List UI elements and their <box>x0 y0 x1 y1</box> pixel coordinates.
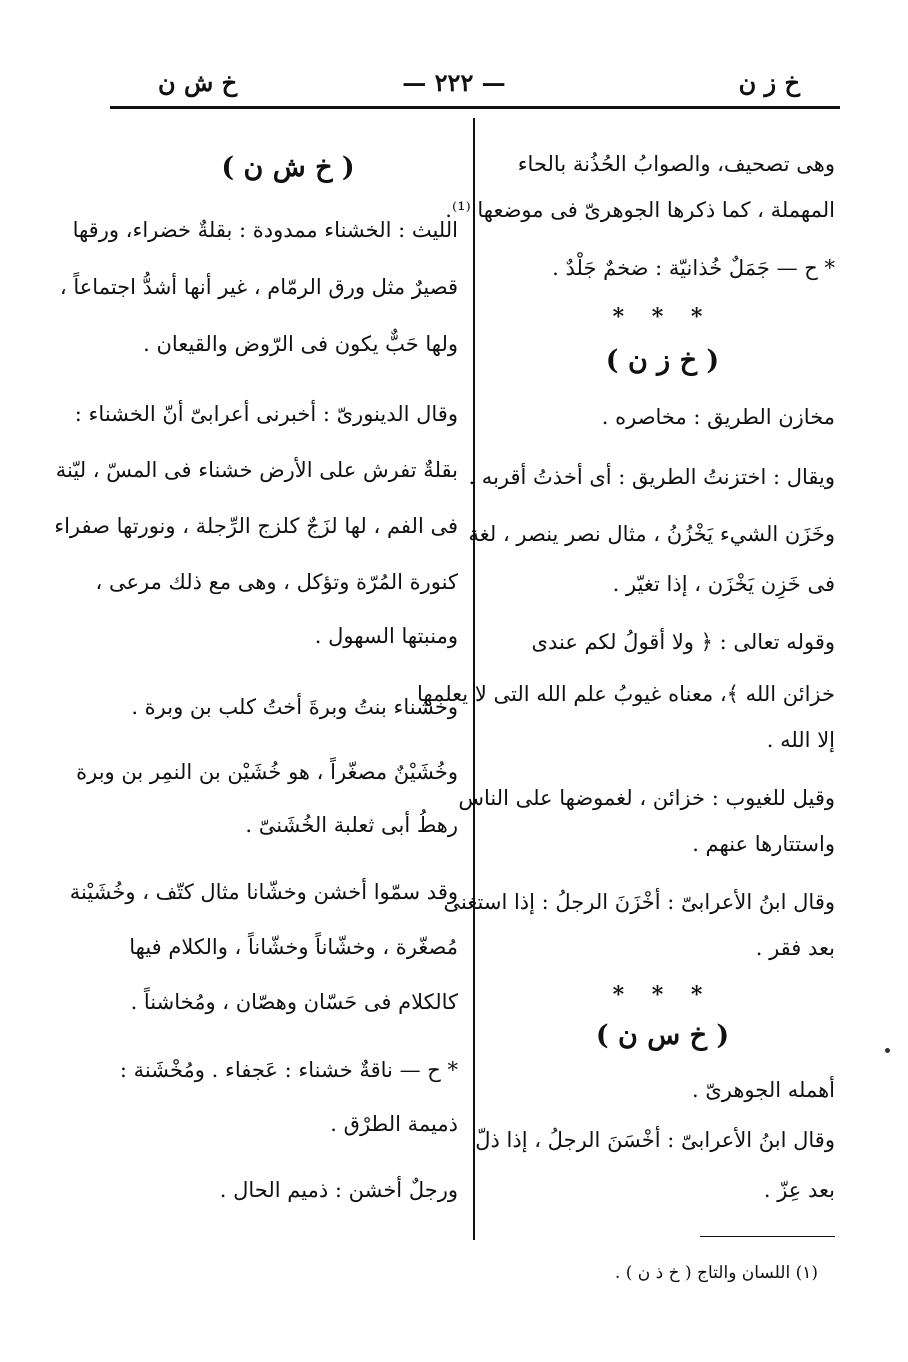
text-line: فى الفم ، لها لزَجٌ كلزج الرِّجلة ، ونورتها صفراء <box>54 514 458 538</box>
footnote: (١) اللسان والتاج ( خ ذ ن ) . <box>614 1263 818 1283</box>
text-line: بعد عِزّ . <box>763 1178 835 1202</box>
text-line: بقلةٌ تفرش على الأرض خشناء فى المسّ ، ليّنة <box>55 458 458 482</box>
text-line: وقال ابنُ الأعرابىّ : أخْزَنَ الرجلُ : إذا استغنى <box>443 890 835 914</box>
text-line: كالكلام فى حَسّان وهصّان ، ومُخاشناً . <box>130 990 458 1014</box>
text-line: ورجلٌ أخشن : ذميم الحال . <box>219 1178 458 1202</box>
text-line: ويقال : اختزنتُ الطريق : أى أخذتُ أقربه . <box>468 465 835 489</box>
text-line: وهى تصحيف، والصوابُ الحُذُنة بالحاء <box>517 152 835 176</box>
text-line: قصيرٌ مثل ورق الرمّام ، غير أنها أشدُّ اجتماعاً ، <box>59 275 458 299</box>
text-line: بعد فقر . <box>755 936 835 960</box>
text-line: الليث : الخشناء ممدودة : بقلةٌ خضراء، ورقها <box>72 218 458 242</box>
entry-title-khsn: ( خ س ن ) <box>595 1020 730 1051</box>
text-line: وقد سمّوا أخشن وخشّانا مثال كتّف ، وخُشَيْنة <box>69 880 458 904</box>
page-number: — ٢٢٢ — <box>402 68 506 97</box>
text-line: ومنبتها السهول . <box>314 624 458 648</box>
text-line: ذميمة الطرْق . <box>330 1112 458 1136</box>
entry-title-khzn: ( خ ز ن ) <box>605 345 720 376</box>
text-line: فى خَزِن يَخْزَن ، إذا تغيّر . <box>612 572 835 596</box>
entry-title-khshn: ( خ ش ن ) <box>221 152 355 183</box>
footnote-rule <box>700 1236 835 1237</box>
text-line: مُصغّرة ، وخشّاناً وخشّاناً ، والكلام فيها <box>129 935 458 959</box>
margin-mark <box>885 1048 890 1053</box>
text-line: وقوله تعالى : ﴿ ولا أقولُ لكم عندى <box>531 630 835 654</box>
section-separator: * * * <box>612 304 713 330</box>
text-line: كنورة المُرّة وتؤكل ، وهى مع ذلك مرعى ، <box>95 570 458 594</box>
header-rule <box>110 106 840 109</box>
text-line: وخَزَن الشيء يَخْزُنُ ، مثال نصر ينصر ، لغة <box>468 522 835 546</box>
text-line: * ح — جَمَلٌ خُذانيّة : ضخمٌ جَلْدٌ . <box>552 256 835 280</box>
text-line: مخازن الطريق : مخاصره . <box>601 405 835 429</box>
text-line: المهملة ، كما ذكرها الجوهرىّ فى موضعها ⁽¹⁾. <box>445 198 835 222</box>
running-head-right: خ ز ن <box>738 68 800 97</box>
text-line: خزائن الله ﴾، معناه غيوبُ علم الله التى لا يعلمها <box>417 682 835 706</box>
text-line: واستتارها عنهم . <box>692 832 835 856</box>
text-line: رهطُ أبى ثعلبة الخُشَنىّ . <box>245 813 458 837</box>
section-separator: * * * <box>612 982 713 1008</box>
text-line: وخُشَيْنٌ مصغّراً ، هو خُشَيْن بن النمِر بن وبرة <box>76 760 458 784</box>
text-line: وقال الدينورىّ : أخبرنى أعرابىّ أنّ الخشناء : <box>74 402 458 426</box>
text-line: وقيل للغيوب : خزائن ، لغموضها على الناس <box>458 786 835 810</box>
text-line: ولها حَبٌّ يكون فى الرّوض والقيعان . <box>143 332 458 356</box>
text-line: * ح — ناقةٌ خشناء : عَجفاء . ومُخْشَنة : <box>119 1058 458 1082</box>
running-head-left: خ ش ن <box>158 68 238 97</box>
column-divider <box>473 118 475 1240</box>
text-line: إلا الله . <box>766 728 835 752</box>
text-line: وقال ابنُ الأعرابىّ : أخْسَنَ الرجلُ ، إذا ذلّ <box>475 1128 835 1152</box>
text-line: أهمله الجوهرىّ . <box>691 1078 835 1102</box>
text-line: وخشناء بنتُ وبرةَ أختُ كلب بن وبرة . <box>131 695 458 719</box>
